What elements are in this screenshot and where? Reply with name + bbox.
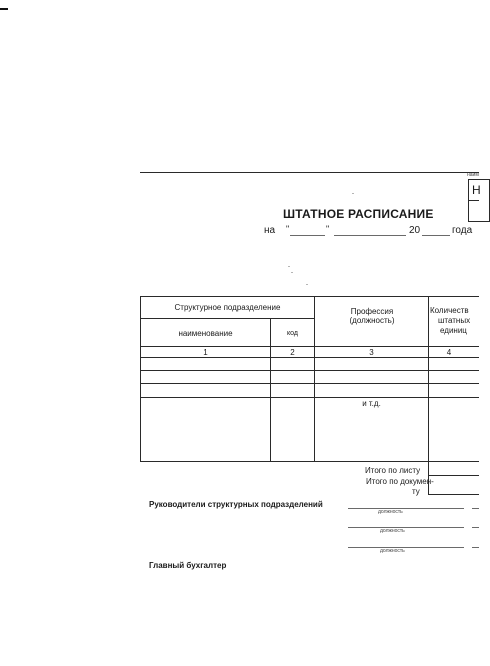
header-structural-unit: Структурное подразделение (174, 303, 281, 312)
signature-line-1-right (472, 508, 479, 509)
table-group-divider (140, 318, 314, 319)
date-year-blank (422, 235, 450, 236)
column-number-3: 3 (369, 348, 374, 357)
signature-line-3 (348, 547, 464, 548)
totals-box-bottom (428, 494, 479, 495)
column-number-2: 2 (290, 348, 295, 357)
position-caption-1: должность (378, 509, 403, 515)
date-suffix: года (452, 225, 473, 236)
signature-line-3-right (472, 547, 479, 548)
totals-box-line (428, 475, 479, 476)
signature-line-1 (348, 508, 464, 509)
table-col-divider-profession-quantity (428, 296, 429, 494)
top-strip-label: наим (467, 172, 479, 178)
total-per-document-label-line2: ту (412, 487, 420, 496)
scan-speck (306, 284, 308, 285)
signature-line-2 (348, 527, 464, 528)
total-per-sheet-label: Итого по листу (365, 466, 421, 475)
top-rule (140, 172, 479, 173)
scan-corner-mark (0, 8, 8, 10)
table-left-border (140, 296, 141, 461)
document-title: ШТАТНОЕ РАСПИСАНИЕ (283, 207, 434, 221)
header-quantity-line2: штатных (438, 316, 471, 325)
header-quantity-line1: Количеств (430, 306, 469, 315)
date-year-prefix: 20 (409, 225, 421, 236)
position-caption-2: должность (380, 528, 405, 534)
header-profession: Профессия (должность) (349, 307, 395, 325)
position-caption-3: должность (380, 548, 405, 554)
column-number-1: 1 (203, 348, 208, 357)
heads-of-units-label: Руководители структурных подразделений (149, 500, 323, 509)
scan-speck (288, 266, 290, 267)
date-quote-close: " (326, 224, 330, 234)
scan-speck (352, 193, 354, 194)
code-box-letter: Н (472, 183, 481, 197)
date-prefix: на (264, 225, 276, 236)
date-day-blank (290, 235, 325, 236)
scan-speck (291, 272, 293, 273)
header-unit-name: наименование (178, 329, 233, 338)
table-col-divider-code-profession (314, 296, 315, 461)
table-col-divider-name-code (270, 318, 271, 461)
chief-accountant-label: Главный бухгалтер (149, 561, 227, 570)
header-quantity-line3: единиц (440, 326, 467, 335)
date-month-blank (334, 235, 406, 236)
date-quote-open: " (286, 224, 290, 234)
signature-line-2-right (472, 527, 479, 528)
etc-text: и т.д. (362, 399, 381, 408)
header-unit-code: код (287, 330, 298, 337)
code-box-divider (468, 200, 479, 201)
column-number-4: 4 (446, 348, 452, 357)
total-per-document-label-line1: Итого по докумен- (366, 477, 434, 486)
